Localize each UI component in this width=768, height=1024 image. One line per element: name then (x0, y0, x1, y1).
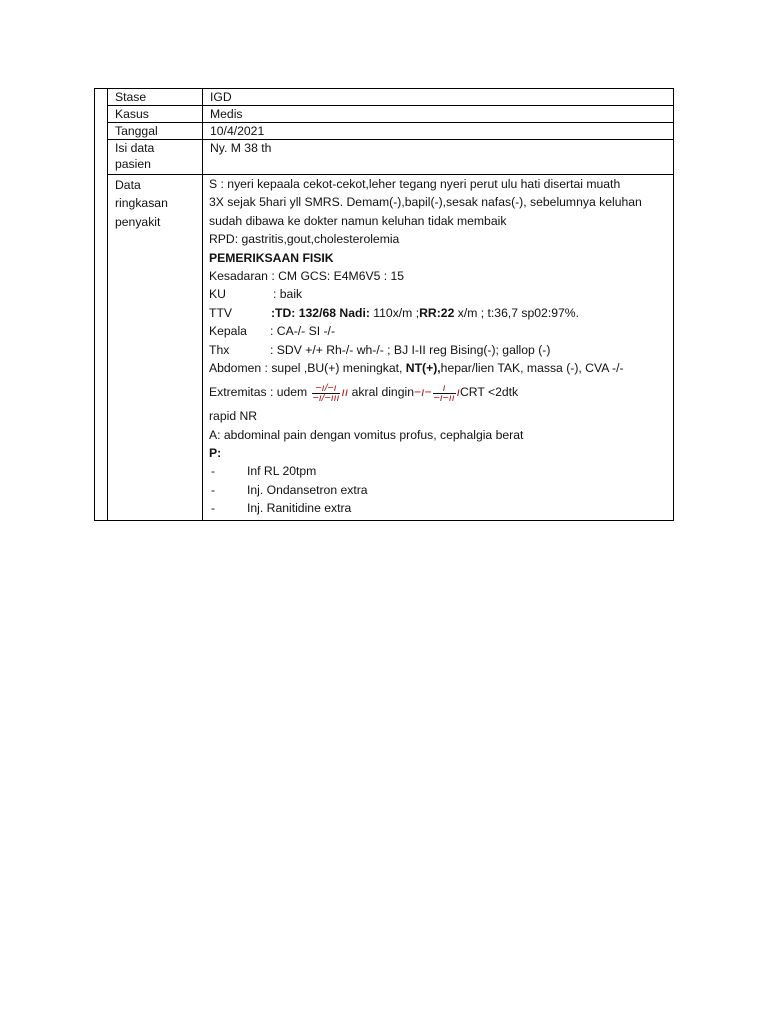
plan-label: P: (209, 446, 222, 461)
udem-fraction (312, 381, 341, 404)
plan-item (209, 462, 669, 480)
thx-label: Thx (209, 342, 230, 357)
row-divider (107, 105, 673, 106)
ku-label: KU (209, 287, 226, 302)
ttv-line (209, 304, 669, 322)
summary-content (209, 175, 669, 518)
row-value-kasus: Medis (210, 107, 243, 121)
plan-item (209, 481, 669, 499)
kepala-value: : CA-/- SI -/- (270, 324, 335, 339)
ku-value: : baik (273, 287, 303, 302)
physical-exam-heading: PEMERIKSAAN FISIK (209, 250, 334, 265)
row-label-tanggal: Tanggal (115, 124, 158, 138)
abdomen-text-c: hepar/lien TAK, massa (-), CVA -/- (440, 360, 624, 375)
row-divider (107, 122, 673, 123)
thx-value: : SDV +/+ Rh-/- wh-/- ; BJ I-II reg Bising(-); gallop (-) (270, 342, 551, 357)
row-value-stase: IGD (210, 90, 232, 104)
plan-item-text: Inj. Ranitidine extra (247, 501, 352, 516)
label-line: ringkasan (115, 196, 168, 211)
akral-tail: ı (456, 385, 460, 400)
row-label-stase: Stase (115, 90, 147, 104)
row-value-patient: Ny. M 38 th (210, 141, 272, 155)
fraction-denominator: −ı−ıı (433, 391, 455, 404)
kepala-line (209, 322, 669, 340)
akral-label: akral dingin (348, 385, 414, 400)
row-value-tanggal: 10/4/2021 (210, 124, 265, 138)
plan-item-text: Inj. Ondansetron extra (247, 482, 368, 497)
label-line: penyakit (115, 214, 161, 229)
plan-item-text: Inf RL 20tpm (247, 464, 317, 479)
ttv-rr: RR:22 (419, 305, 455, 320)
subjective-line-1: S : nyeri kepaala cekot-cekot,leher tegang nyeri perut ulu hati disertai muath (209, 177, 621, 191)
table-border-left-inner (107, 89, 108, 520)
form-table (94, 88, 674, 521)
fraction-numerator: −ı/−ı (312, 384, 341, 394)
akral-prefix: −ı− (413, 385, 432, 400)
row-divider (107, 139, 673, 140)
ttv-td: :TD: 132/68 (271, 305, 337, 320)
extremitas-label: Extremitas : udem (209, 385, 311, 400)
ttv-nadi: 110x/m ; (369, 305, 420, 320)
subjective-line-3: sudah dibawa ke dokter namun keluhan tidak membaik (209, 213, 507, 228)
thx-line (209, 341, 669, 359)
bullet: - (211, 501, 216, 516)
ku-line (209, 285, 669, 303)
label-line: pasien (115, 157, 151, 171)
abdomen-nt: NT(+), (405, 360, 441, 375)
subjective-line-2: 3X sejak 5hari yll SMRS. Demam(-),bapil(-),sesak nafas(-), sebelumnya keluhan (209, 195, 642, 210)
fraction-numerator: ı (433, 384, 456, 394)
assessment-line: A: abdominal pain dengan vomitus profus, cephalgia berat (209, 427, 524, 442)
bullet: - (211, 464, 216, 479)
rapid-line: rapid NR (209, 409, 258, 424)
row-label-isi-data (115, 140, 154, 172)
udem-tail: ıı (341, 385, 349, 400)
row-label-data-ringkasan (115, 176, 168, 231)
abdomen-line (209, 359, 669, 377)
akral-fraction (433, 381, 456, 404)
rpd-line: RPD: gastritis,gout,cholesterolemia (209, 232, 400, 247)
fraction-denominator: −ı/−ııı (312, 391, 340, 404)
plan-item (209, 499, 669, 517)
label-line: Isi data (115, 141, 155, 155)
row-label-kasus: Kasus (115, 107, 149, 121)
abdomen-text-a: Abdomen : supel ,BU(+) meningkat, (209, 360, 406, 375)
table-column-divider (202, 89, 203, 520)
ttv-nadi-label: Nadi: (336, 305, 370, 320)
ttv-label: TTV (209, 305, 233, 320)
ttv-rest: x/m ; t:36,7 sp02:97%. (454, 305, 579, 320)
kesadaran-line: Kesadaran : CM GCS: E4M6V5 : 15 (209, 268, 405, 283)
extremitas-line (209, 377, 669, 407)
kepala-label: Kepala (209, 324, 247, 339)
bullet: - (211, 482, 216, 497)
label-line: Data (115, 178, 141, 192)
crt-text: CRT <2dtk (460, 385, 519, 400)
